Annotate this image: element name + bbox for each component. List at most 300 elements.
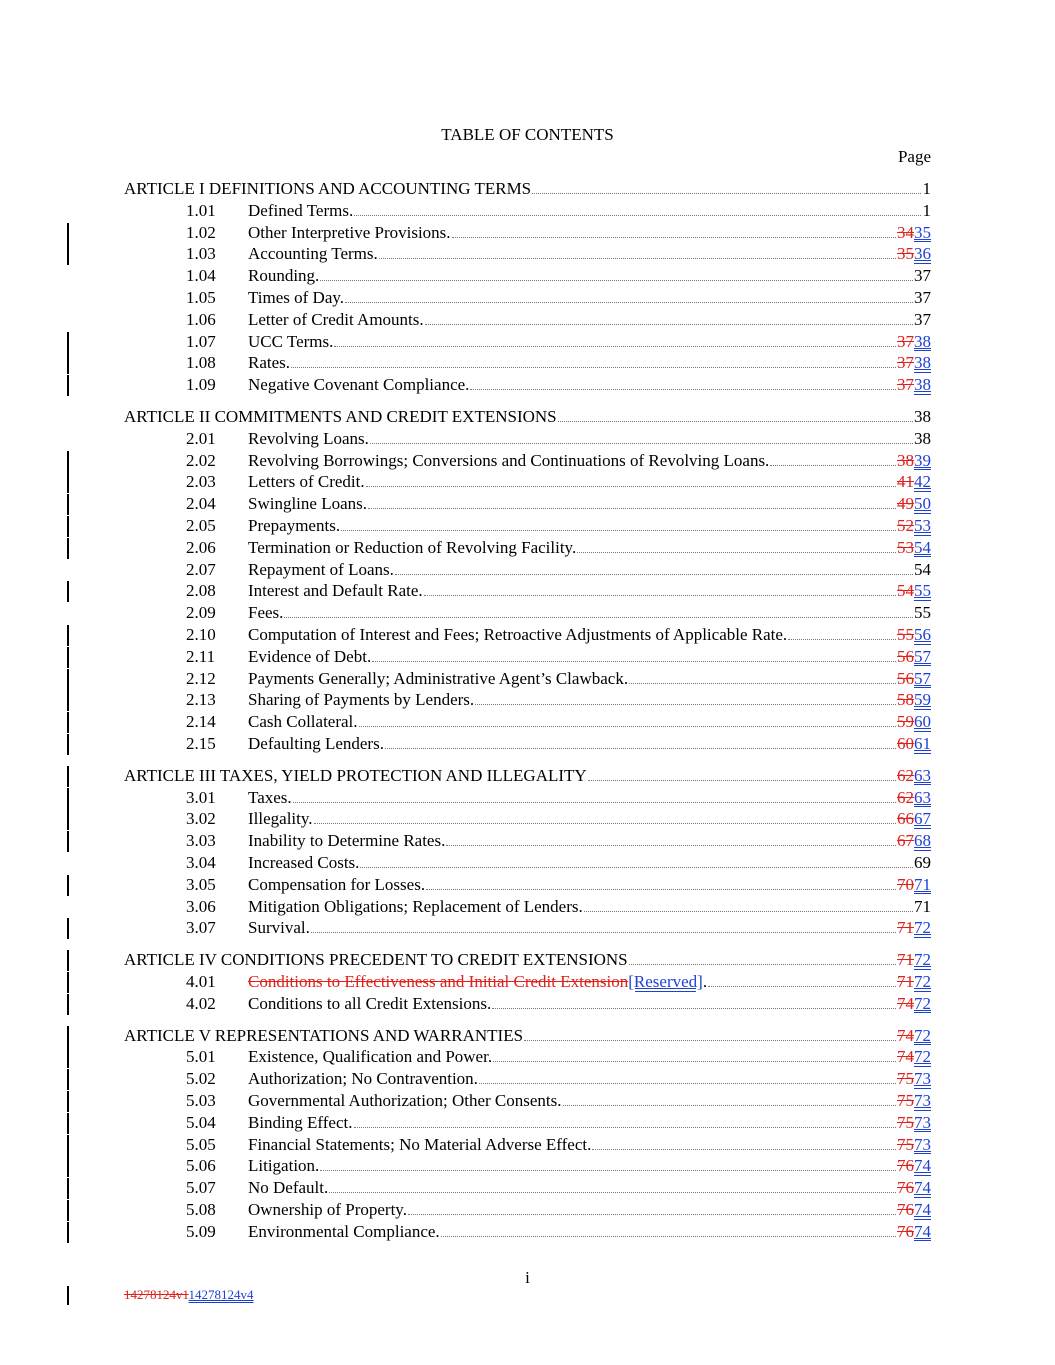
entry-title: ARTICLE I DEFINITIONS AND ACCOUNTING TERMS <box>124 179 532 198</box>
page-ref <box>897 493 931 514</box>
section-number: 5.01 <box>186 1047 216 1067</box>
dot-leader <box>424 595 896 596</box>
dot-leader <box>425 324 913 325</box>
deleted-page: 71 <box>897 972 914 991</box>
deleted-page: 34 <box>897 222 914 242</box>
entry-title: Letters of Credit. <box>248 472 365 492</box>
inserted-page: 38 <box>914 331 931 351</box>
dot-leader <box>558 421 913 422</box>
entry-title: Prepayments. <box>248 516 341 535</box>
page-ref <box>897 1046 931 1067</box>
entry-title: Repayment of Loans. <box>248 559 394 579</box>
toc-section-entry[interactable] <box>124 602 931 623</box>
toc-section-entry[interactable] <box>124 852 931 873</box>
toc-section-entry[interactable] <box>124 830 931 851</box>
deleted-page: 35 <box>897 244 914 264</box>
dot-leader <box>329 1192 896 1193</box>
toc-section-entry[interactable] <box>124 1068 931 1089</box>
change-bar <box>67 625 69 646</box>
dot-leader <box>524 1040 896 1041</box>
inserted-page: 74 <box>914 1156 931 1176</box>
toc-section-entry[interactable] <box>124 787 931 808</box>
toc-section-entry[interactable] <box>124 1112 931 1133</box>
inserted-page: 73 <box>914 1134 931 1154</box>
deleted-page: 60 <box>897 734 914 753</box>
entry-title: Conditions to all Credit Extensions. <box>248 993 492 1013</box>
toc-section-entry[interactable] <box>124 1046 931 1067</box>
entry-title: Authorization; No Contravention. <box>248 1069 478 1089</box>
change-bar <box>67 1047 69 1068</box>
change-bar <box>67 451 69 472</box>
dot-leader <box>395 574 913 575</box>
page-ref: 71 <box>914 896 931 916</box>
change-bar <box>67 766 69 787</box>
page-ref <box>897 874 931 895</box>
dot-leader <box>345 302 913 303</box>
inserted-page: 73 <box>914 1091 931 1110</box>
change-bar <box>67 1091 69 1112</box>
entry-title: Rounding. <box>248 266 320 286</box>
page-ref: 37 <box>914 309 931 329</box>
change-bar <box>67 809 69 830</box>
entry-title: Taxes. <box>248 787 292 807</box>
entry-title: Existence, Qualification and Power. <box>248 1047 493 1067</box>
section-number: 2.07 <box>186 559 216 579</box>
document-id <box>124 1287 254 1303</box>
page-ref <box>897 1155 931 1176</box>
deleted-page: 75 <box>897 1112 914 1132</box>
dot-leader <box>360 867 913 868</box>
change-bar <box>67 1286 69 1305</box>
toc-title: TABLE OF CONTENTS <box>441 125 614 144</box>
dot-leader <box>341 530 896 531</box>
toc-section-entry[interactable] <box>124 309 931 330</box>
section-number: 2.05 <box>186 516 216 535</box>
page-number: i <box>525 1268 530 1287</box>
section-number: 3.01 <box>186 787 216 807</box>
page-ref: 38 <box>914 428 931 448</box>
deleted-page: 76 <box>897 1221 914 1241</box>
deleted-page: 59 <box>897 712 914 732</box>
toc-section-entry[interactable] <box>124 711 931 732</box>
page-ref <box>897 689 931 710</box>
entry-title: Computation of Interest and Fees; Retroactive Adjustments of Applicable Rate. <box>248 625 788 644</box>
dot-leader <box>291 367 896 368</box>
toc-section-entry[interactable] <box>124 265 931 286</box>
change-bar <box>67 1026 69 1047</box>
dot-leader <box>314 823 896 824</box>
deleted-page: 49 <box>897 494 914 514</box>
change-bar <box>67 581 69 602</box>
section-number: 5.06 <box>186 1156 216 1176</box>
page-ref <box>897 243 931 264</box>
entry-title: Compensation for Losses. <box>248 874 426 894</box>
entry-title: UCC Terms. <box>248 331 334 351</box>
inserted-page: 56 <box>914 625 931 644</box>
dot-leader <box>284 617 913 618</box>
inserted-page: 54 <box>914 537 931 557</box>
dot-leader <box>475 704 896 705</box>
entry-title: Interest and Default Rate. <box>248 581 423 601</box>
section-number: 5.07 <box>186 1178 216 1198</box>
toc-section-entry[interactable] <box>124 243 931 264</box>
inserted-page: 39 <box>914 450 931 470</box>
deleted-page: 76 <box>897 1200 914 1219</box>
deleted-page: 55 <box>897 625 914 644</box>
dot-leader <box>788 639 896 640</box>
toc-section-entry[interactable] <box>124 450 931 471</box>
toc-section-entry[interactable] <box>124 668 931 689</box>
document-id-deleted: 14278124v1 <box>124 1287 189 1302</box>
inserted-page: 35 <box>914 222 931 242</box>
document-id-inserted: 14278124v4 <box>188 1287 254 1302</box>
change-bar <box>67 223 69 244</box>
section-number: 3.04 <box>186 853 216 872</box>
deleted-page: 76 <box>897 1156 914 1176</box>
inserted-page: 55 <box>914 581 931 601</box>
page-ref: 1 <box>922 200 931 220</box>
toc-section-entry[interactable] <box>124 733 931 754</box>
inserted-page: 38 <box>914 375 931 395</box>
toc-article-entry[interactable] <box>124 1025 931 1046</box>
change-bar <box>67 994 69 1015</box>
change-bar <box>67 353 69 374</box>
entry-title: Environmental Compliance. <box>248 1221 440 1241</box>
section-number: 3.07 <box>186 918 216 938</box>
page-ref <box>897 765 931 786</box>
entry-title: Letter of Credit Amounts. <box>248 309 424 329</box>
inserted-page: 72 <box>914 950 931 970</box>
section-number: 1.06 <box>186 309 216 329</box>
toc-section-entry[interactable] <box>124 471 931 492</box>
entry-title: Other Interpretive Provisions. <box>248 222 451 242</box>
section-number: 5.08 <box>186 1200 216 1219</box>
deleted-page: 71 <box>897 950 914 970</box>
page-ref: 54 <box>914 559 931 579</box>
entry-title: No Default. <box>248 1178 329 1198</box>
page-ref <box>897 1134 931 1155</box>
change-bar <box>67 734 69 755</box>
toc-section-entry[interactable] <box>124 1134 931 1155</box>
page-ref <box>897 1068 931 1089</box>
page-ref <box>897 830 931 851</box>
deleted-page: 75 <box>897 1069 914 1089</box>
inserted-page: 50 <box>914 494 931 514</box>
entry-title: Illegality. <box>248 809 313 829</box>
page-ref: 37 <box>914 266 931 286</box>
deleted-page: 52 <box>897 516 914 535</box>
change-bar <box>67 538 69 559</box>
page-ref <box>897 515 931 536</box>
change-bar <box>67 690 69 711</box>
dot-leader <box>493 1061 896 1062</box>
section-number: 5.09 <box>186 1221 216 1241</box>
inserted-page: 42 <box>914 472 931 492</box>
dot-leader <box>368 508 896 509</box>
toc-section-entry[interactable] <box>124 222 931 243</box>
toc-section-entry[interactable] <box>124 646 931 667</box>
toc-section-entry[interactable] <box>124 428 931 449</box>
inserted-page: 73 <box>914 1112 931 1132</box>
entry-title: Termination or Reduction of Revolving Facility. <box>248 537 577 557</box>
entry-title: Governmental Authorization; Other Consents. <box>248 1091 562 1110</box>
entry-title: Revolving Loans. <box>248 428 369 448</box>
toc-section-entry[interactable] <box>124 1177 931 1198</box>
toc-section-entry[interactable] <box>124 537 931 558</box>
page-ref <box>897 222 931 243</box>
section-number: 1.08 <box>186 353 216 373</box>
section-number: 2.13 <box>186 690 216 710</box>
toc-section-entry[interactable] <box>124 624 931 645</box>
page-ref <box>897 668 931 689</box>
toc-section-entry[interactable] <box>124 917 931 938</box>
deleted-page: 37 <box>897 375 914 395</box>
entry-title: ARTICLE V REPRESENTATIONS AND WARRANTIES <box>124 1025 524 1045</box>
toc-article-entry[interactable] <box>124 949 931 970</box>
change-bar <box>67 669 69 690</box>
section-number: 2.12 <box>186 668 216 688</box>
dot-leader <box>372 661 896 662</box>
dot-leader <box>311 932 896 933</box>
page-ref <box>897 1112 931 1133</box>
entry-title: Revolving Borrowings; Conversions and Continuations of Revolving Loans. <box>248 450 770 470</box>
dot-leader <box>770 465 896 466</box>
change-bar <box>67 332 69 353</box>
change-bar <box>67 918 69 939</box>
page-ref <box>897 993 931 1014</box>
toc-article-entry[interactable] <box>124 178 931 199</box>
toc-section-entry[interactable] <box>124 374 931 395</box>
inserted-page: 72 <box>914 1047 931 1067</box>
deleted-page: 76 <box>897 1178 914 1198</box>
deleted-page: 74 <box>897 993 914 1013</box>
entry-title: ARTICLE IV CONDITIONS PRECEDENT TO CREDIT EXTENSIONS <box>124 950 628 970</box>
toc-section-entry[interactable] <box>124 971 931 992</box>
entry-title: Increased Costs. <box>248 853 360 872</box>
dot-leader <box>359 726 896 727</box>
entry-title: Survival. <box>248 918 310 938</box>
deleted-page: 53 <box>897 537 914 557</box>
entry-title: Swingline Loans. <box>248 494 367 514</box>
page-ref: 38 <box>914 407 931 426</box>
inserted-page: 68 <box>914 831 931 851</box>
section-number: 2.10 <box>186 625 216 644</box>
inserted-page: 53 <box>914 516 931 535</box>
entry-title: Rates. <box>248 353 291 373</box>
section-number: 2.15 <box>186 734 216 753</box>
page-ref <box>897 1090 931 1111</box>
toc-section-entry[interactable] <box>124 993 931 1014</box>
deleted-page: 37 <box>897 331 914 351</box>
toc-section-entry[interactable] <box>124 808 931 829</box>
dot-leader <box>452 237 896 238</box>
toc-section-entry[interactable] <box>124 1221 931 1242</box>
page-ref <box>897 450 931 471</box>
page-ref <box>897 949 931 970</box>
deleted-page: 75 <box>897 1134 914 1154</box>
dot-leader <box>479 1083 896 1084</box>
dot-leader <box>354 215 921 216</box>
page-ref <box>897 624 931 645</box>
entry-title: Cash Collateral. <box>248 712 358 732</box>
inserted-page: 60 <box>914 712 931 732</box>
entry-title: Inability to Determine Rates. <box>248 831 446 851</box>
inserted-page: 72 <box>914 972 931 991</box>
page-ref: 37 <box>914 288 931 307</box>
section-number: 2.11 <box>186 646 216 666</box>
toc-article-entry[interactable] <box>124 406 931 427</box>
section-number: 2.02 <box>186 450 216 470</box>
change-bar <box>67 1156 69 1177</box>
dot-leader <box>629 964 896 965</box>
deleted-page: 74 <box>897 1047 914 1067</box>
change-bar <box>67 875 69 896</box>
page-ref <box>897 1025 931 1046</box>
entry-title: Evidence of Debt. <box>248 646 372 666</box>
change-bar <box>67 244 69 265</box>
deleted-page: 58 <box>897 690 914 710</box>
dot-leader <box>446 845 896 846</box>
section-number: 2.06 <box>186 537 216 557</box>
dot-leader <box>563 1105 896 1106</box>
deleted-page: 70 <box>897 874 914 894</box>
inserted-page: 63 <box>914 765 931 785</box>
deleted-page: 74 <box>897 1025 914 1045</box>
toc-section-entry[interactable] <box>124 689 931 710</box>
inserted-text: [Reserved] <box>628 972 703 991</box>
toc-section-entry[interactable] <box>124 1199 931 1220</box>
section-number: 1.02 <box>186 222 216 242</box>
page-ref: 69 <box>914 853 931 872</box>
inserted-page: 57 <box>914 668 931 688</box>
page-ref <box>897 808 931 829</box>
page-ref <box>897 1221 931 1242</box>
page-ref <box>897 374 931 395</box>
section-number: 1.05 <box>186 288 216 307</box>
inserted-page: 36 <box>914 244 931 264</box>
deleted-page: 38 <box>897 450 914 470</box>
section-number: 4.02 <box>186 993 216 1013</box>
page-ref <box>897 331 931 352</box>
deleted-page: 75 <box>897 1091 914 1110</box>
page-ref <box>897 787 931 808</box>
entry-title: Defined Terms. <box>248 200 354 220</box>
inserted-page: 61 <box>914 734 931 753</box>
deleted-page: 56 <box>897 668 914 688</box>
section-number: 1.09 <box>186 375 216 395</box>
toc-section-entry[interactable] <box>124 1090 931 1111</box>
change-bar <box>67 712 69 733</box>
deleted-page: 66 <box>897 809 914 829</box>
dot-leader <box>532 193 921 194</box>
dot-leader <box>577 552 896 553</box>
section-number: 5.02 <box>186 1069 216 1089</box>
inserted-page: 63 <box>914 787 931 807</box>
dot-leader <box>708 986 896 987</box>
inserted-page: 72 <box>914 918 931 938</box>
toc-section-entry[interactable] <box>124 896 931 917</box>
section-number: 5.05 <box>186 1134 216 1154</box>
entry-title: Negative Covenant Compliance. <box>248 375 470 395</box>
dot-leader <box>629 683 896 684</box>
dot-leader <box>588 780 896 781</box>
change-bar <box>67 1113 69 1134</box>
deleted-page: 37 <box>897 353 914 373</box>
toc-section-entry[interactable] <box>124 331 931 352</box>
dot-leader <box>320 280 913 281</box>
dot-leader <box>584 911 913 912</box>
toc-section-entry[interactable] <box>124 515 931 536</box>
entry-title: Financial Statements; No Material Adverse Effect. <box>248 1134 592 1154</box>
toc-article-entry[interactable] <box>124 765 931 786</box>
section-number: 2.04 <box>186 494 216 514</box>
toc-section-entry[interactable] <box>124 493 931 514</box>
dot-leader <box>293 802 896 803</box>
section-number: 2.14 <box>186 712 216 732</box>
toc-section-entry[interactable] <box>124 874 931 895</box>
deleted-page: 56 <box>897 646 914 666</box>
deleted-page: 71 <box>897 918 914 938</box>
section-number: 1.01 <box>186 200 216 220</box>
dot-leader <box>592 1149 896 1150</box>
change-bar <box>67 788 69 809</box>
section-number: 2.08 <box>186 581 216 601</box>
section-number: 1.03 <box>186 244 216 264</box>
dot-leader <box>385 748 896 749</box>
change-bar <box>67 1222 69 1243</box>
section-number: 2.09 <box>186 603 216 623</box>
page-ref <box>897 580 931 601</box>
section-number: 3.03 <box>186 831 216 851</box>
page-ref <box>897 971 931 992</box>
dot-leader <box>426 889 896 890</box>
toc-section-entry[interactable] <box>124 580 931 601</box>
inserted-page: 72 <box>914 993 931 1013</box>
page-ref <box>897 1177 931 1198</box>
dot-leader <box>408 1214 896 1215</box>
dot-leader <box>370 443 913 444</box>
entry-title: Fees. <box>248 603 284 623</box>
entry-title: ARTICLE III TAXES, YIELD PROTECTION AND ILLEGALITY <box>124 765 587 785</box>
section-number: 5.04 <box>186 1112 216 1132</box>
change-bar <box>67 831 69 852</box>
page-ref: 1 <box>922 179 931 198</box>
deleted-page: 67 <box>897 831 914 851</box>
section-number: 2.01 <box>186 428 216 448</box>
page-ref: 55 <box>914 603 931 623</box>
toc-section-entry[interactable] <box>124 1155 931 1176</box>
section-number: 5.03 <box>186 1091 216 1110</box>
toc-section-entry[interactable] <box>124 287 931 308</box>
change-bar <box>67 472 69 493</box>
dot-leader <box>334 346 896 347</box>
change-bar <box>67 1069 69 1090</box>
entry-title: Payments Generally; Administrative Agent’s Clawback. <box>248 668 629 688</box>
inserted-page: 74 <box>914 1221 931 1241</box>
deleted-page: 62 <box>897 787 914 807</box>
section-number: 3.05 <box>186 874 216 894</box>
toc-section-entry[interactable] <box>124 352 931 373</box>
deleted-page: 54 <box>897 581 914 601</box>
toc-section-entry[interactable] <box>124 559 931 580</box>
dot-leader <box>366 486 896 487</box>
toc-section-entry[interactable] <box>124 200 931 221</box>
entry-title: Defaulting Lenders. <box>248 734 384 753</box>
page-ref <box>897 352 931 373</box>
deleted-text: Conditions to Effectiveness and Initial Credit Extension <box>248 972 629 991</box>
page-ref <box>897 917 931 938</box>
dot-leader <box>320 1170 896 1171</box>
